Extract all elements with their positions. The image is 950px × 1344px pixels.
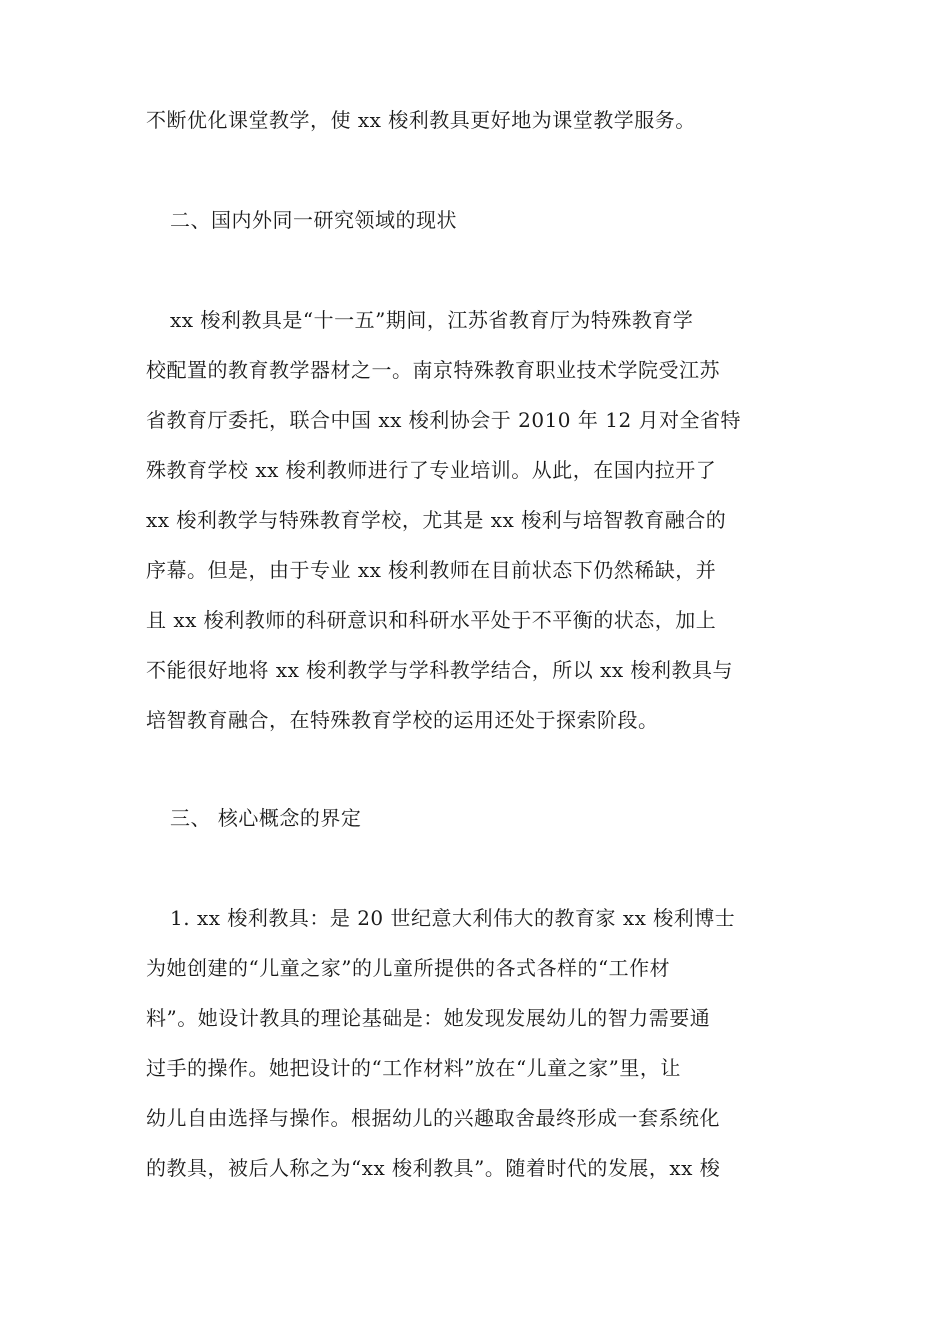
section-heading: 三、 核心概念的界定 — [170, 806, 362, 830]
paragraph-line: 的教具，被后人称之为“xx 梭利教具”。随着时代的发展，xx 梭 — [146, 1156, 721, 1180]
paragraph-line: 培智教育融合，在特殊教育学校的运用还处于探索阶段。 — [146, 708, 659, 732]
paragraph-line: 序幕。但是，由于专业 xx 梭利教师在目前状态下仍然稀缺，并 — [146, 558, 717, 582]
paragraph-line: 殊教育学校 xx 梭利教师进行了专业培训。从此，在国内拉开了 — [146, 458, 717, 482]
paragraph-line: xx 梭利教学与特殊教育学校，尤其是 xx 梭利与培智教育融合的 — [146, 508, 727, 532]
paragraph-line: 为她创建的“儿童之家”的儿童所提供的各式各样的“工作材 — [146, 956, 671, 980]
paragraph-line: xx 梭利教具是“十一五”期间，江苏省教育厅为特殊教育学 — [170, 308, 694, 332]
paragraph-line: 不能很好地将 xx 梭利教学与学科教学结合，所以 xx 梭利教具与 — [146, 658, 734, 682]
section-heading: 二、国内外同一研究领域的现状 — [170, 208, 457, 232]
paragraph-line: 1. xx 梭利教具：是 20 世纪意大利伟大的教育家 xx 梭利博士 — [170, 906, 736, 930]
paragraph-line: 料”。她设计教具的理论基础是：她发现发展幼儿的智力需要通 — [146, 1006, 711, 1030]
paragraph-line: 省教育厅委托，联合中国 xx 梭利协会于 2010 年 12 月对全省特 — [146, 408, 742, 432]
paragraph-line: 校配置的教育教学器材之一。南京特殊教育职业技术学院受江苏 — [146, 358, 720, 382]
paragraph-line: 且 xx 梭利教师的科研意识和科研水平处于不平衡的状态，加上 — [146, 608, 717, 632]
paragraph-line: 过手的操作。她把设计的“工作材料”放在“儿童之家”里，让 — [146, 1056, 681, 1080]
paragraph-line: 不断优化课堂教学，使 xx 梭利教具更好地为课堂教学服务。 — [146, 108, 696, 132]
paragraph-line: 幼儿自由选择与操作。根据幼儿的兴趣取舍最终形成一套系统化 — [146, 1106, 720, 1130]
